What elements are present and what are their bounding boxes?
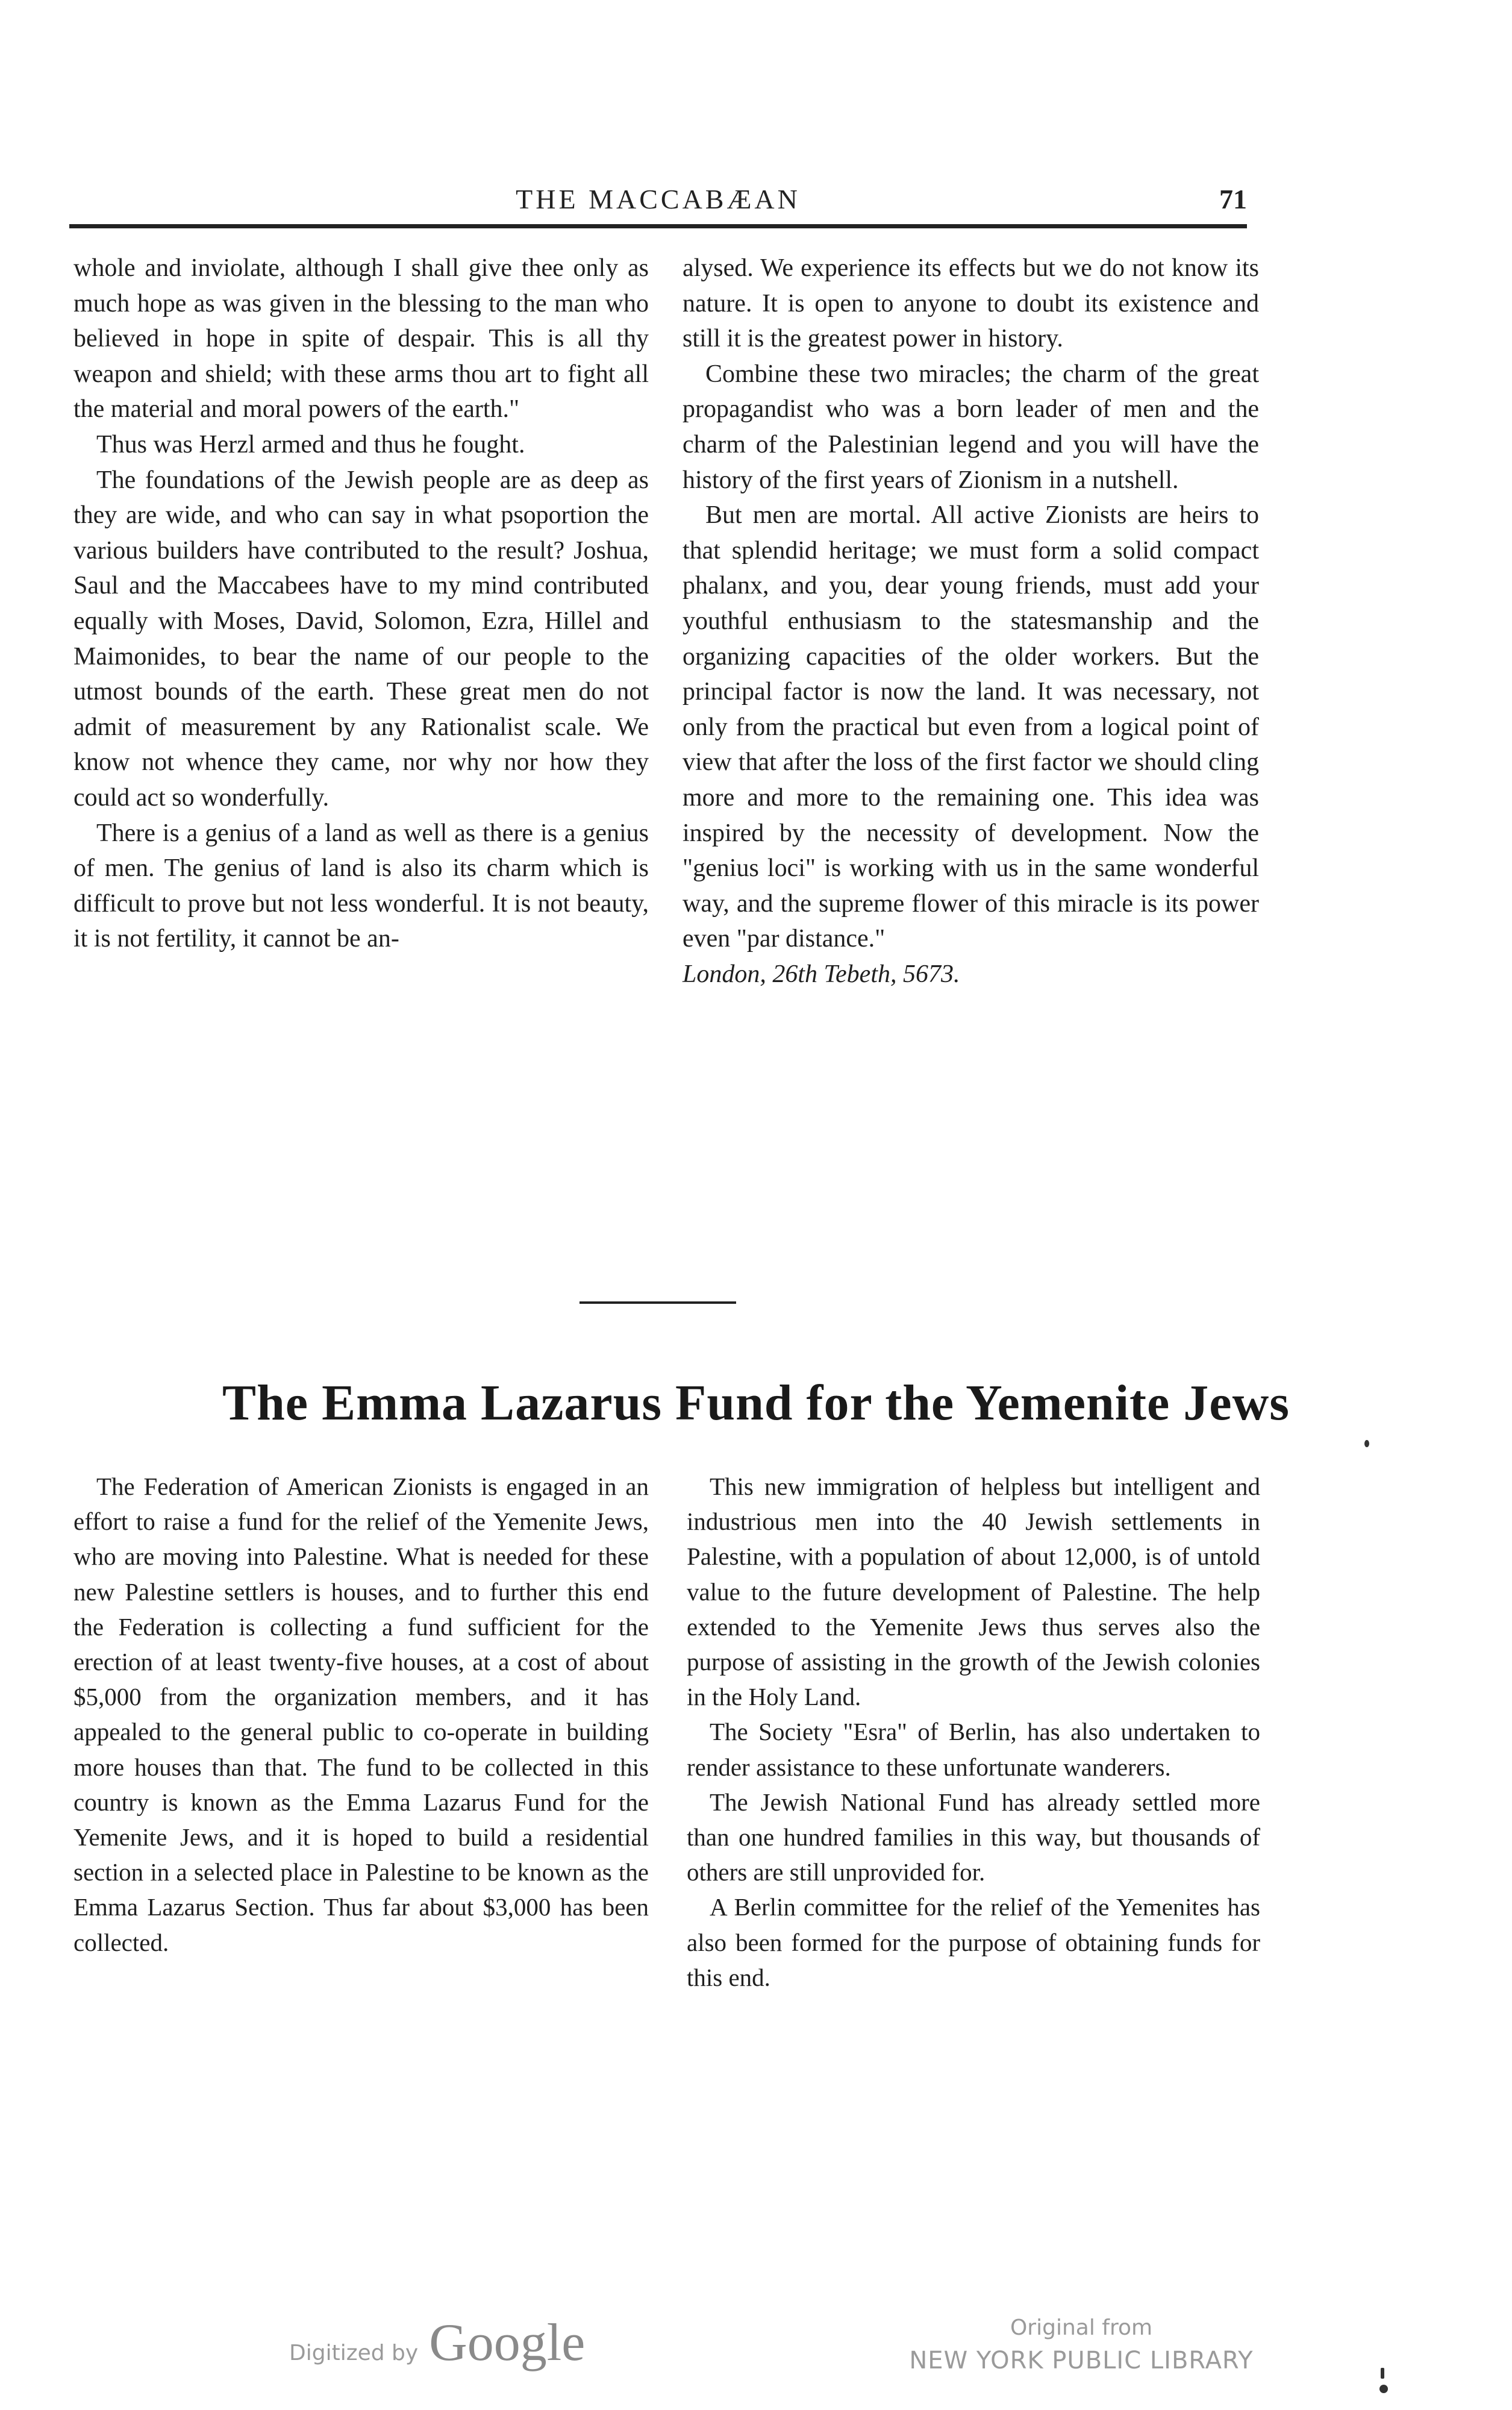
paragraph: whole and inviolate, although I shall give thee only as much hope as was given in the blessing to the man who believed in hope in spite of despair. This is all thy weapon and shield; with these arms thou art to fight all the material and moral powers of the earth." <box>73 254 649 424</box>
source-library-mark <box>840 2314 1322 2379</box>
paragraph: Combine these two miracles; the charm of the great propagandist who was a born leader of men and the charm of the Palestinian legend and you will have the history of the first years of Zionism in a nutshell. <box>683 360 1259 494</box>
running-head <box>69 178 1247 227</box>
article-title: The Emma Lazarus Fund for the Yemenite Jews <box>222 1375 1290 1431</box>
article1-right-column <box>683 251 1259 992</box>
paragraph: alysed. We experience its effects but we do not know its nature. It is open to anyone to doubt its existence and still it is the greatest power in history. <box>683 254 1259 353</box>
paragraph: The Federation of American Zionists is engaged in an effort to raise a fund for the relief of the Yemenite Jews, who are moving into Palestine. What is needed for these new Palestine settlers is houses, and to further this end the Federation is collecting a fund sufficient for the erection of at least twenty-five houses, at a cost of about $5,000 from the organization members, and it has appealed to the general public to co-operate in building more houses than that. The fund to be collected in this country is known as the Emma Lazarus Fund for the Yemenite Jews, and it is hoped to build a residential section in a selected place in Palestine to be known as the Emma Lazarus Section. Thus far about $3,000 has been collected. <box>73 1473 649 1956</box>
paragraph: The Society "Esra" of Berlin, has also undertaken to render assistance to these unfortunate wanderers. <box>687 1718 1260 1781</box>
paragraph: A Berlin committee for the relief of the Yemenites has also been formed for the purpose of obtaining funds for this end. <box>687 1893 1260 1991</box>
signoff: London, 26th Tebeth, 5673. <box>683 960 960 988</box>
article2-right-column <box>687 1469 1260 1995</box>
original-from-text: Original from <box>1010 2315 1153 2340</box>
library-name: NEW YORK PUBLIC LIBRARY <box>909 2347 1254 2374</box>
paragraph: There is a genius of a land as well as there is a genius of men. The genius of land is also its charm which is difficult to prove but not less wonderful. It is not beauty, it is not fertility, it cannot be an- <box>73 819 649 953</box>
article1-left-column <box>73 251 649 957</box>
paragraph: The Jewish National Fund has already settled more than one hundred families in this way, but thousands of others are still unprovided for. <box>687 1788 1260 1886</box>
paragraph: This new immigration of helpless but intelligent and industrious men into the 40 Jewish settlements in Palestine, with a population of about 12,000, is of untold value to the future development of Palestine. The help extended to the Yemenite Jews thus serves also the purpose of assisting in the growth of the Jewish colonies in the Holy Land. <box>687 1473 1260 1711</box>
google-logo: Google <box>429 2314 586 2372</box>
running-title: THE MACCABÆAN <box>516 184 801 214</box>
ink-speck <box>1364 1440 1369 1447</box>
paragraph: Thus was Herzl armed and thus he fought. <box>96 430 525 459</box>
article2-left-column <box>73 1469 649 1960</box>
section-separator <box>579 1301 736 1304</box>
digitized-by-mark <box>289 2312 586 2372</box>
page-number: 71 <box>1219 184 1247 214</box>
paragraph: But men are mortal. All active Zionists are heirs to that splendid heritage; we must form a solid compact phalanx, and you, dear young friends, must add your youthful enthusiasm to the statesmanship and the organizing capacities of the older workers. But the principal factor is now the land. It was necessary, not only from the practical but even from a logical point of view that after the loss of the first factor we should cling more and more to the remaining one. This idea was inspired by the necessity of development. Now the "genius loci" is working with us in the same wonderful way, and the supreme flower of this miracle is its power even "par distance." <box>683 501 1259 953</box>
paragraph: The foundations of the Jewish people are as deep as they are wide, and who can say in what psoportion the various builders have contributed to the result? Joshua, Saul and the Maccabees have to my mind contributed equally with Moses, David, Solomon, Ezra, Hillel and Maimonides, to bear the name of our people to the utmost bounds of the earth. These great men do not admit of measurement by any Rationalist scale. We know not whence they came, nor why nor how they could act so wonderfully. <box>73 466 649 812</box>
ink-speck <box>1379 2385 1388 2393</box>
digitized-by-text: Digitized by <box>289 2341 419 2365</box>
ink-speck <box>1381 2368 1384 2379</box>
header-rule <box>69 224 1247 228</box>
